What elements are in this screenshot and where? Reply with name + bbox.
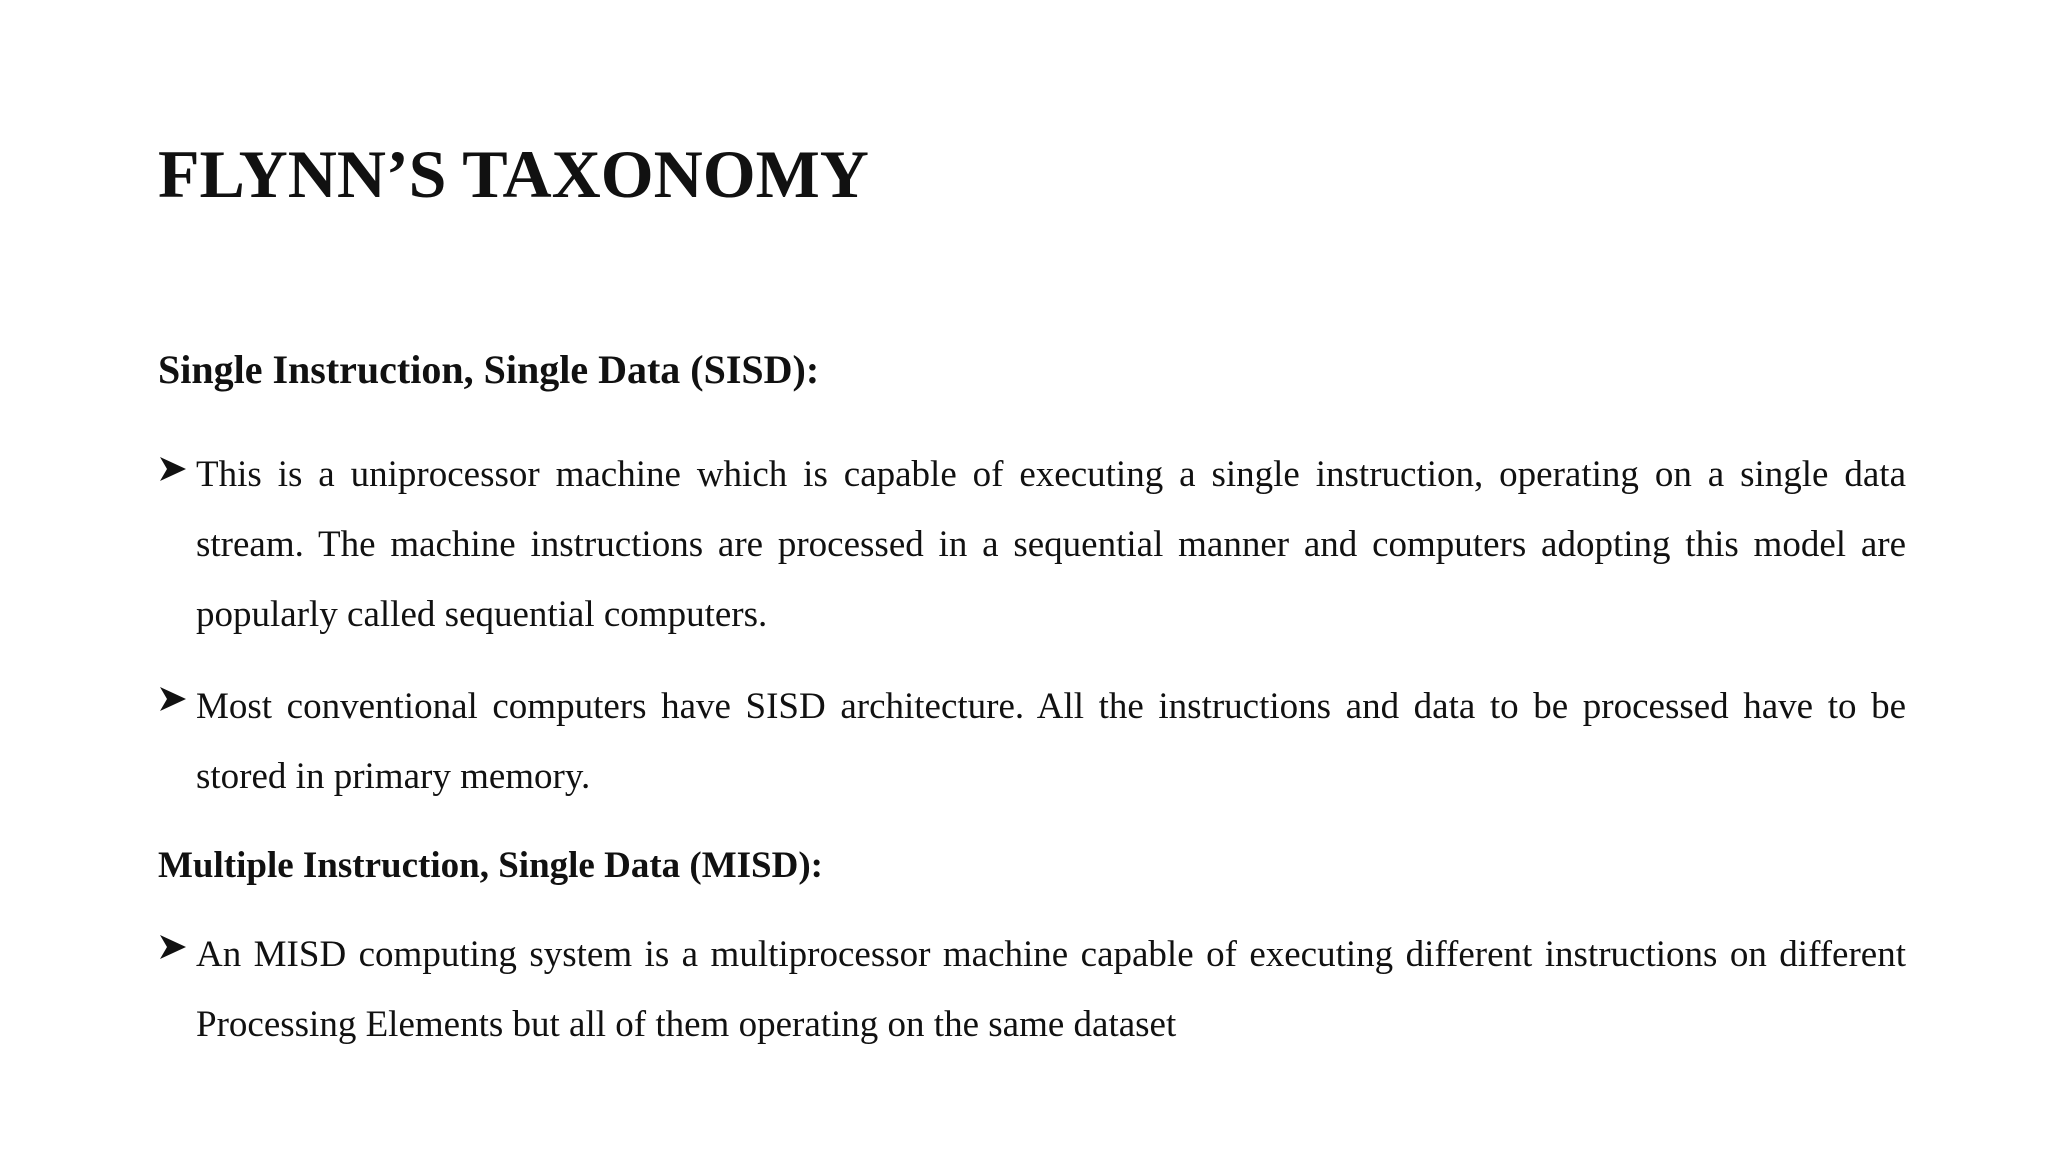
bullet-item [158,440,1906,650]
arrowhead-bullet-icon [158,684,188,714]
bullet-item [158,672,1906,812]
slide-title: FLYNN’S TAXONOMY [158,136,869,212]
bullet-item [158,920,1906,1060]
bullet-text: Most conventional computers have SISD architecture. All the instructions and data to be processed have to be stored in primary memory. [196,686,1906,797]
section-heading-misd: Multiple Instruction, Single Data (MISD): [158,845,823,886]
section-heading-sisd: Single Instruction, Single Data (SISD): [158,347,820,392]
bullet-text: An MISD computing system is a multiprocessor machine capable of executing different instructions on different Processing Elements but all of them operating on the same dataset [196,934,1906,1045]
arrowhead-bullet-icon [158,454,188,484]
bullet-text: This is a uniprocessor machine which is capable of executing a single instruction, operating on a single data stream. The machine instructions are processed in a sequential manner and computers adopting this model are popularly called sequential computers. [196,454,1906,635]
arrowhead-bullet-icon [158,932,188,962]
